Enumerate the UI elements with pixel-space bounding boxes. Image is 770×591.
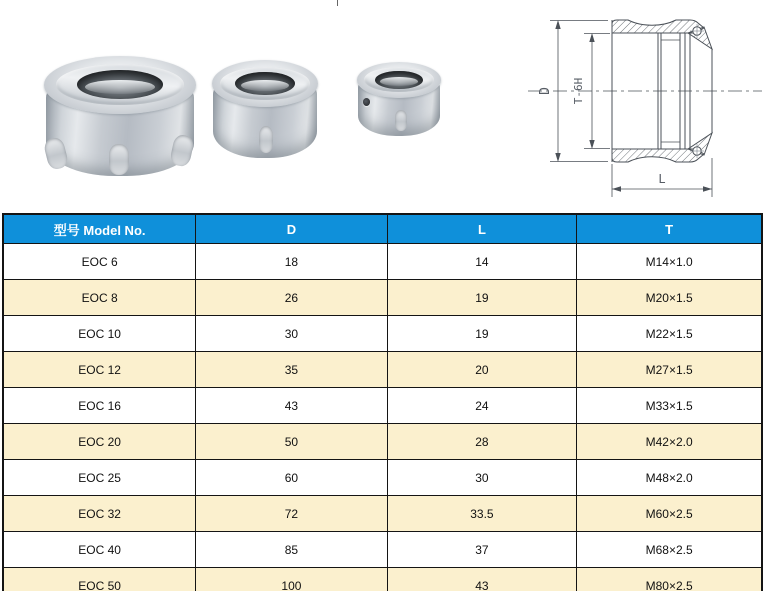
- table-cell: 33.5: [387, 496, 577, 532]
- table-cell: 26: [196, 280, 387, 316]
- table-row: [3, 460, 762, 496]
- table-cell: 50: [196, 424, 387, 460]
- arrowhead: [589, 140, 594, 149]
- table-cell: EOC 40: [3, 532, 196, 568]
- dimension-label-l: L: [658, 172, 666, 186]
- table-cell: M27×1.5: [577, 352, 762, 388]
- arrowhead: [703, 186, 712, 191]
- table-cell: EOC 25: [3, 460, 196, 496]
- table-cell: M80×2.5: [577, 568, 762, 591]
- table-cell: 30: [196, 316, 387, 352]
- table-cell: 30: [387, 460, 577, 496]
- table-cell: EOC 12: [3, 352, 196, 388]
- collet-nut-photo-large: [44, 56, 196, 176]
- arrowhead: [612, 186, 621, 191]
- table-cell: M60×2.5: [577, 496, 762, 532]
- table-row: [3, 352, 762, 388]
- table-cell: 14: [387, 244, 577, 280]
- table-cell: 20: [387, 352, 577, 388]
- table-cell: M68×2.5: [577, 532, 762, 568]
- wrench-slot: [109, 144, 129, 175]
- table-row: [3, 568, 762, 591]
- cropped-tick-artifact: [337, 0, 338, 6]
- technical-drawing: [490, 0, 770, 210]
- table-cell: M33×1.5: [577, 388, 762, 424]
- table-cell: 85: [196, 532, 387, 568]
- table-row: [3, 388, 762, 424]
- dimension-label-t: T-6H: [572, 77, 585, 105]
- table-row: [3, 244, 762, 280]
- table-row: [3, 424, 762, 460]
- wrench-slot: [259, 126, 274, 153]
- table-cell: EOC 32: [3, 496, 196, 532]
- table-cell: 43: [196, 388, 387, 424]
- table-cell: 19: [387, 316, 577, 352]
- table-cell: 60: [196, 460, 387, 496]
- table-cell: EOC 16: [3, 388, 196, 424]
- table-cell: 72: [196, 496, 387, 532]
- table-cell: 35: [196, 352, 387, 388]
- table-cell: M14×1.0: [577, 244, 762, 280]
- table-cell: 24: [387, 388, 577, 424]
- product-photo: [0, 0, 490, 210]
- table-cell: M48×2.0: [577, 460, 762, 496]
- dimension-label-d: D: [538, 87, 553, 95]
- table-cell: EOC 6: [3, 244, 196, 280]
- table-cell: M20×1.5: [577, 280, 762, 316]
- collet-nut-photo-small: [357, 62, 441, 136]
- table-cell: M22×1.5: [577, 316, 762, 352]
- wrench-slot: [395, 110, 408, 131]
- column-header: D: [196, 214, 387, 244]
- set-screw-hole: [363, 98, 371, 106]
- arrowhead: [555, 153, 560, 162]
- table-cell: 43: [387, 568, 577, 591]
- table-cell: EOC 50: [3, 568, 196, 591]
- table-row: [3, 316, 762, 352]
- table-cell: 28: [387, 424, 577, 460]
- column-header: 型号 Model No.: [3, 214, 196, 244]
- collet-nut-photo-medium: [212, 60, 318, 158]
- table-row: [3, 532, 762, 568]
- nut-bore-highlight: [380, 77, 419, 86]
- spec-table-wrap: [2, 213, 763, 591]
- table-row: [3, 496, 762, 532]
- table-row: [3, 280, 762, 316]
- arrowhead: [555, 20, 560, 29]
- table-cell: 19: [387, 280, 577, 316]
- table-cell: EOC 20: [3, 424, 196, 460]
- table-cell: M42×2.0: [577, 424, 762, 460]
- table-cell: EOC 10: [3, 316, 196, 352]
- arrowhead: [589, 33, 594, 42]
- table-cell: 100: [196, 568, 387, 591]
- table-cell: EOC 8: [3, 280, 196, 316]
- table-cell: 37: [387, 532, 577, 568]
- column-header: L: [387, 214, 577, 244]
- table-header-row: [3, 214, 762, 244]
- column-header: T: [577, 214, 762, 244]
- spec-table: [2, 213, 763, 591]
- table-cell: 18: [196, 244, 387, 280]
